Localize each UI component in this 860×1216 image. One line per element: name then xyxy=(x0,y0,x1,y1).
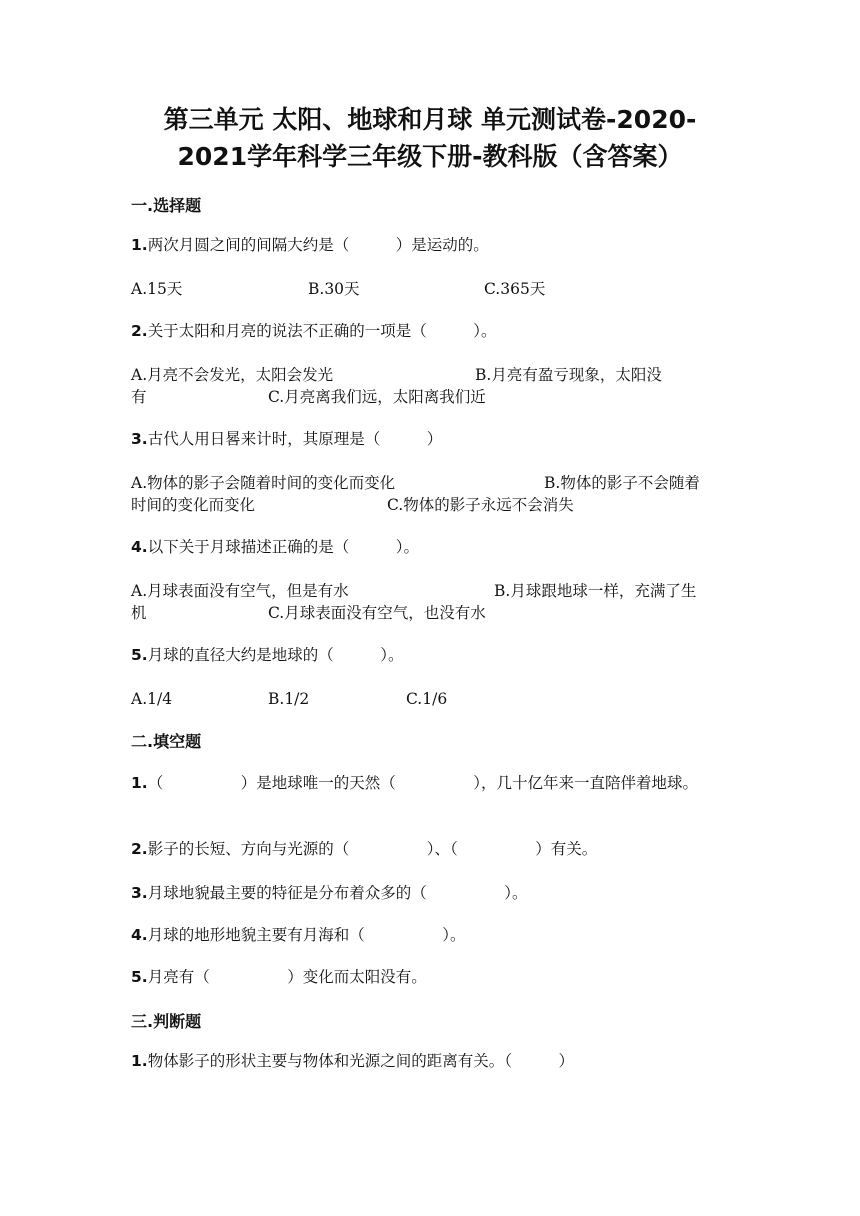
choice-5-option-b: B.1/2 xyxy=(268,690,310,708)
fill-question-1 xyxy=(131,772,731,794)
question-number: 1. xyxy=(131,1052,148,1070)
choice-1-option-c: C.365天 xyxy=(484,280,546,298)
question-text: 关于太阳和月亮的说法不正确的一项是（ ）。 xyxy=(147,322,497,340)
question-text: 以下关于月球描述正确的是（ ）。 xyxy=(147,538,419,556)
question-text: 两次月圆之间的间隔大约是（ ）是运动的。 xyxy=(147,236,489,254)
choice-2-option-a: A.月亮不会发光，太阳会发光 xyxy=(131,366,334,384)
question-number: 1. xyxy=(131,236,148,254)
question-number: 4. xyxy=(131,926,148,944)
judge-question-1 xyxy=(131,1050,574,1072)
choice-1-option-b: B.30天 xyxy=(308,280,360,298)
question-number: 3. xyxy=(131,430,148,448)
fill-question-4 xyxy=(131,924,465,946)
section-judge-heading: 三.判断题 xyxy=(131,1012,202,1031)
choice-3-option-b-wrap: 时间的变化而变化 xyxy=(131,496,256,514)
choice-question-5 xyxy=(131,644,403,666)
choice-4-option-b-wrap: 机 xyxy=(131,604,147,622)
exam-title-line-1: 第三单元 太阳、地球和月球 单元测试卷-2020- xyxy=(163,105,697,134)
fill-question-5 xyxy=(131,966,427,988)
choice-5-option-c: C.1/6 xyxy=(406,690,448,708)
choice-question-4 xyxy=(131,536,419,558)
choice-3-option-b: B.物体的影子不会随着 xyxy=(544,474,700,492)
choice-4-option-c: C.月球表面没有空气，也没有水 xyxy=(268,604,486,622)
question-number: 1. xyxy=(131,774,148,792)
fill-question-3 xyxy=(131,882,527,904)
choice-question-2 xyxy=(131,320,496,342)
question-number: 5. xyxy=(131,968,148,986)
question-text: 月球的地形地貌主要有月海和（ ）。 xyxy=(147,926,466,944)
question-number: 3. xyxy=(131,884,148,902)
question-text: 月球的直径大约是地球的（ ）。 xyxy=(147,646,404,664)
question-text: 物体影子的形状主要与物体和光源之间的距离有关。（ ） xyxy=(147,1052,574,1070)
choice-1-option-a: A.15天 xyxy=(131,280,183,298)
question-text: 月球地貌最主要的特征是分布着众多的（ ）。 xyxy=(147,884,528,902)
choice-3-option-a: A.物体的影子会随着时间的变化而变化 xyxy=(131,474,396,492)
fill-question-2 xyxy=(131,838,597,860)
question-text: 影子的长短、方向与光源的（ ）、（ ）有关。 xyxy=(147,840,598,858)
choice-question-3 xyxy=(131,428,442,450)
choice-5-option-a: A.1/4 xyxy=(131,690,173,708)
question-text: 月亮有（ ）变化而太阳没有。 xyxy=(147,968,427,986)
section-choice-heading: 一.选择题 xyxy=(131,196,202,215)
choice-question-1 xyxy=(131,234,489,256)
question-number: 5. xyxy=(131,646,148,664)
exam-title-line-2: 2021学年科学三年级下册-教科版（含答案） xyxy=(177,142,683,171)
question-text: （ ）是地球唯一的天然（ ），几十亿年来一直陪伴着地球。 xyxy=(147,774,698,792)
question-text: 古代人用日晷来计时，其原理是（ ） xyxy=(147,430,443,448)
choice-2-option-b: B.月亮有盈亏现象，太阳没 xyxy=(475,366,662,384)
choice-3-option-c: C.物体的影子永远不会消失 xyxy=(387,496,574,514)
question-number: 2. xyxy=(131,322,148,340)
question-number: 2. xyxy=(131,840,148,858)
choice-4-option-b: B.月球跟地球一样，充满了生 xyxy=(494,582,697,600)
section-fill-heading: 二.填空题 xyxy=(131,732,202,751)
question-number: 4. xyxy=(131,538,148,556)
choice-2-option-b-wrap: 有 xyxy=(131,388,147,406)
choice-2-option-c: C.月亮离我们远，太阳离我们近 xyxy=(268,388,486,406)
choice-4-option-a: A.月球表面没有空气，但是有水 xyxy=(131,582,349,600)
